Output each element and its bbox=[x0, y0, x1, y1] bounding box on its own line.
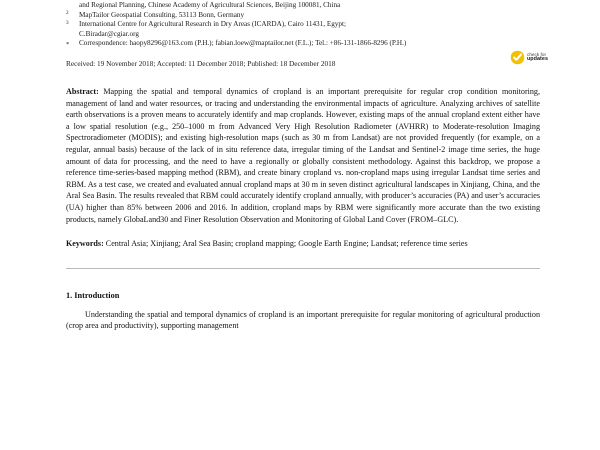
affiliation-row-1-continuation bbox=[66, 1, 540, 11]
publication-dates-row bbox=[66, 51, 548, 69]
keywords-body: Central Asia; Xinjiang; Aral Sea Basin; cropland mapping; Google Earth Engine; Landsat; reference time series bbox=[103, 239, 468, 249]
affiliation-marker: 3 bbox=[66, 19, 69, 26]
crossmark-line2: updates bbox=[526, 56, 548, 63]
affiliation-row-3 bbox=[66, 20, 540, 30]
check-circle-icon bbox=[510, 50, 525, 65]
keywords-paragraph bbox=[66, 238, 540, 250]
affiliation-text: International Centre for Agricultural Research in Dry Areas (ICARDA), Cairo 11431, Egypt; bbox=[79, 20, 346, 29]
abstract-paragraph bbox=[66, 86, 540, 225]
correspondence-marker: * bbox=[66, 40, 70, 48]
affiliations-block bbox=[66, 0, 540, 49]
affiliation-email-icarda[interactable]: C.Biradar@cgiar.org bbox=[79, 29, 139, 38]
abstract-body: Mapping the spatial and temporal dynamics of cropland is an important prerequisite for regular crop condition monitoring, management of land and water resources, or tracing and understanding the environmental impacts of agriculture. Analyzing archives of satellite earth observations is a proven means to accurately identify and map croplands. However, existing maps of the annual cropland extent either have a low spatial resolution (e.g., 250–1000 m from Advanced Very High Resolution Radiometer (AVHRR) to Moderate-resolution Imaging Spectroradiometer (MODIS); and existing high-resolution maps (such as 30 m from Landsat) are not provided frequently (for example, on a regular, annual basis) because of the lack of in situ reference data, irregular timing of the Landsat and Sentinel-2 image time series, the huge amount of data for processing, and the need to have a regionally or globally consistent methodology. Against this backdrop, we propose a reference time-series-based mapping method (RBM), and create binary cropland vs. non-cropland maps using irregular Landsat time series and RBM. As a test case, we created and evaluated annual cropland maps at 30 m in seven distinct agricultural landscapes in Xinjiang, China, and the Aral Sea Basin. The results revealed that RBM could accurately identify cropland annually, with producer’s accuracies (PA) and user’s accuracies (UA) higher than 85% between 2006 and 2016. In addition, cropland maps by RBM were significantly more accurate than the two existing products, namely GlobaLand30 and Finer Resolution Observation and Monitoring of Global Land Cover (FROM–GLC). bbox=[66, 86, 540, 224]
correspondence-text[interactable]: Correspondence: haopy8296@163.com (P.H.); fabian.loew@maptailor.net (F.L.); Tel.: +86-131-1866-8296 (P.H.) bbox=[79, 39, 407, 48]
affiliation-row-2 bbox=[66, 11, 540, 21]
introduction-paragraph: Understanding the spatial and temporal dynamics of cropland is an important prerequisite for regular monitoring of agricultural production (crop area and productivity), supporting management bbox=[66, 309, 540, 331]
abstract-label: Abstract: bbox=[66, 86, 99, 96]
affiliation-row-correspondence bbox=[66, 39, 540, 49]
affiliation-marker: 2 bbox=[66, 10, 69, 16]
publication-dates: Received: 19 November 2018; Accepted: 11 December 2018; Published: 18 December 2018 bbox=[66, 58, 336, 68]
section-divider bbox=[66, 268, 540, 269]
affiliation-text: and Regional Planning, Chinese Academy of Agricultural Sciences, Beijing 100081, China bbox=[79, 1, 341, 9]
crossmark-label bbox=[527, 52, 548, 63]
affiliation-text: MapTailor Geospatial Consulting, 53113 Bonn, Germany bbox=[79, 10, 245, 19]
crossmark-badge[interactable] bbox=[510, 50, 548, 65]
page-top-edge bbox=[0, 0, 600, 1]
keywords-label: Keywords: bbox=[66, 239, 104, 249]
crossmark-line1: check for bbox=[526, 51, 547, 57]
introduction-heading: 1. Introduction bbox=[66, 290, 120, 300]
